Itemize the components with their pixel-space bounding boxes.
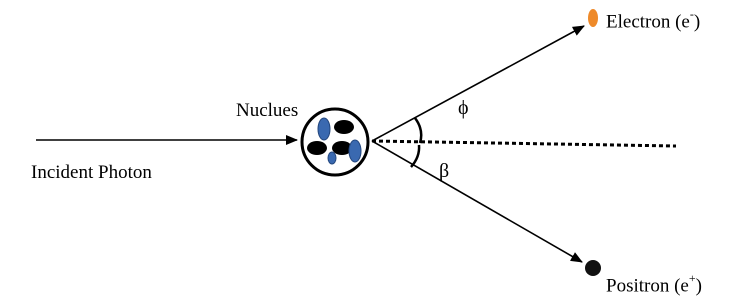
nucleon-blue bbox=[349, 140, 361, 162]
nucleon-black bbox=[334, 120, 354, 134]
electron-label-text: Electron (e bbox=[606, 11, 690, 33]
electron-arrow bbox=[372, 26, 584, 141]
beta-symbol: β bbox=[439, 160, 450, 182]
beta-angle-arc bbox=[411, 145, 419, 167]
positron-label-text: Positron (e bbox=[606, 275, 689, 297]
electron-label: Electron (e-) bbox=[606, 7, 701, 33]
nucleus-label: Nuclues bbox=[236, 100, 299, 121]
nucleon-blue bbox=[318, 118, 330, 140]
electron-particle bbox=[588, 9, 598, 27]
positron-arrow bbox=[372, 141, 582, 262]
nucleon-blue bbox=[328, 152, 336, 164]
positron-label: Positron (e+) bbox=[606, 271, 702, 297]
phi-symbol: ϕ bbox=[458, 97, 469, 119]
positron-charge: + bbox=[688, 271, 696, 285]
electron-charge: - bbox=[689, 7, 694, 21]
reference-dotted-line bbox=[372, 141, 676, 146]
phi-angle-arc bbox=[415, 118, 421, 143]
incident-photon-label: Incident Photon bbox=[31, 162, 152, 183]
positron-particle bbox=[585, 260, 601, 276]
nucleon-black bbox=[307, 141, 327, 155]
